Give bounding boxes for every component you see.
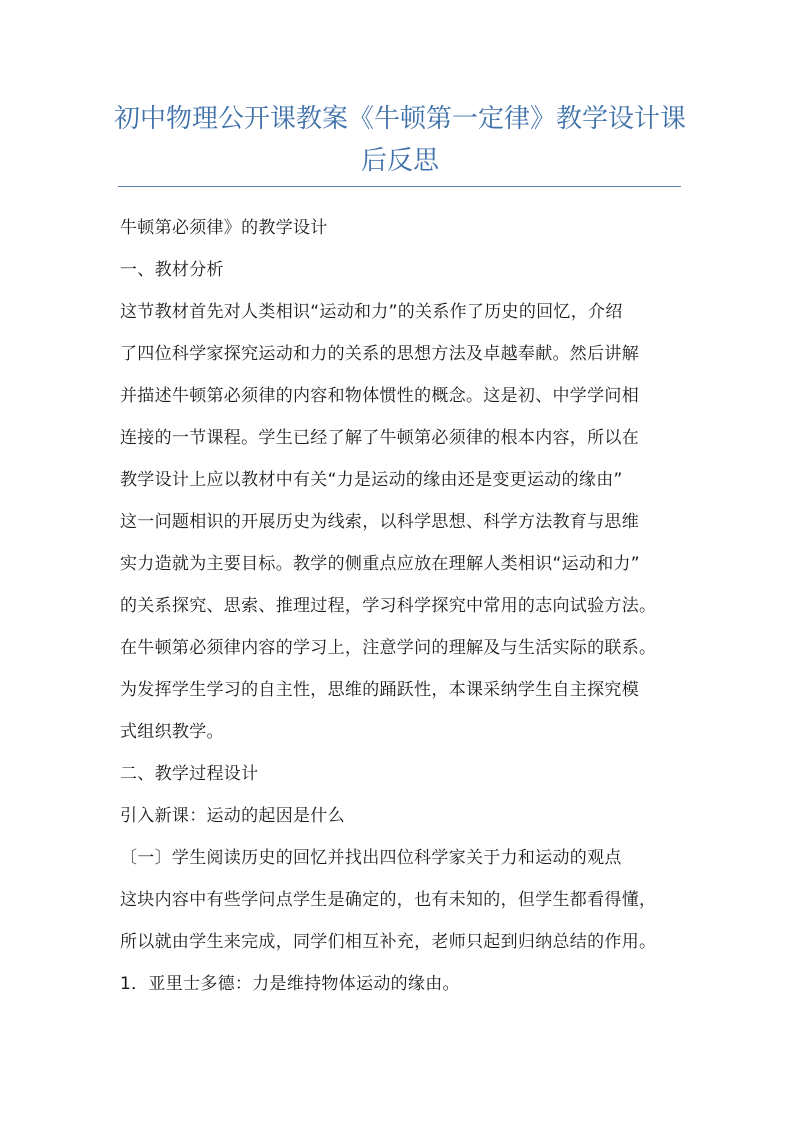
paragraph-line: 这节教材首先对人类相识“运动和力”的关系作了历史的回忆，介绍	[120, 302, 623, 322]
subheading-intro: 引入新课：运动的起因是什么	[120, 806, 345, 826]
paragraph-line: 实力造就为主要目标。教学的侧重点应放在理解人类相识“运动和力”	[120, 554, 640, 574]
title-divider	[118, 186, 681, 187]
section-heading-design: 牛顿第必须律》的教学设计	[120, 218, 328, 238]
subheading-part-one: 〔一〕学生阅读历史的回忆并找出四位科学家关于力和运动的观点	[120, 848, 622, 868]
paragraph-line: 了四位科学家探究运动和力的关系的思想方法及卓越奉献。然后讲解	[120, 344, 639, 364]
paragraph-line: 所以就由学生来完成，同学们相互补充，老师只起到归纳总结的作用。	[120, 932, 657, 952]
paragraph-line: 的关系探究、思索、推理过程，学习科学探究中常用的志向试验方法。	[120, 596, 657, 616]
paragraph-line: 式组织教学。	[120, 722, 224, 742]
section-heading-process: 二、教学过程设计	[120, 764, 259, 784]
paragraph-line: 连接的一节课程。学生已经了解了牛顿第必须律的根本内容，所以在	[120, 428, 639, 448]
document-title-line-1: 初中物理公开课教案《牛顿第一定律》教学设计课	[113, 104, 686, 134]
paragraph-line: 这一问题相识的开展历史为线索，以科学思想、科学方法教育与思维	[120, 512, 639, 532]
document-title-line-2: 后反思	[360, 146, 439, 176]
paragraph-line: 在牛顿第必须律内容的学习上，注意学问的理解及与生活实际的联系。	[120, 638, 657, 658]
paragraph-line: 为发挥学生学习的自主性，思维的踊跃性，本课采纳学生自主探究模	[120, 680, 639, 700]
list-item: 1．亚里士多德：力是维持物体运动的缘由。	[120, 974, 460, 994]
paragraph-line: 这块内容中有些学问点学生是确定的，也有未知的，但学生都看得懂，	[120, 890, 657, 910]
paragraph-line: 并描述牛顿第必须律的内容和物体惯性的概念。这是初、中学学问相	[120, 386, 639, 406]
paragraph-line: 教学设计上应以教材中有关“力是运动的缘由还是变更运动的缘由”	[120, 470, 623, 490]
section-heading-analysis: 一、教材分析	[120, 260, 224, 280]
